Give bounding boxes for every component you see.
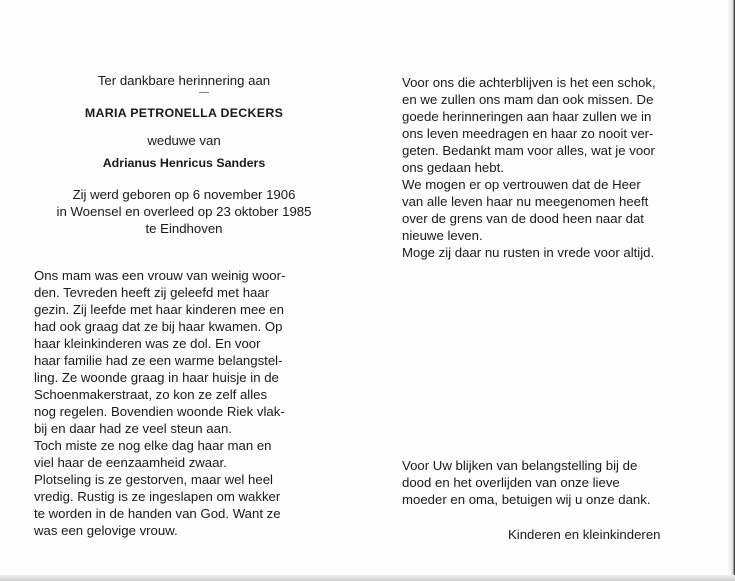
reflection-line: goede herinneringen aan haar zullen we in	[402, 109, 652, 124]
card-right-edge-shadow	[727, 0, 735, 581]
biography-line: Plotseling is ze gestorven, maar wel heel	[34, 472, 273, 487]
biography-line: bij en daar had ze veel steun aan.	[34, 421, 232, 436]
biography-line: nog regelen. Bovendien woonde Riek vlak-	[34, 404, 285, 419]
reflection-line: van alle leven haar nu meegenomen heeft	[402, 194, 649, 209]
thanks-line: moeder en oma, betuigen wij u onze dank.	[402, 492, 651, 507]
biography-line: viel haar de eenzaamheid zwaar.	[34, 455, 227, 470]
birth-death-line: Zij werd geboren op 6 november 1906	[72, 187, 296, 202]
reflection-line: geten. Bedankt mam voor alles, wat je voor	[402, 143, 655, 158]
biography-line: haar kleinkinderen was ze dol. En voor	[34, 336, 261, 351]
signature: Kinderen en kleinkinderen	[508, 527, 661, 542]
biography-line: Ons mam was een vrouw van weinig woor-	[34, 268, 286, 283]
left-column	[34, 68, 334, 539]
birth-death-block	[34, 186, 334, 237]
birth-death-line: te Eindhoven	[145, 221, 223, 236]
thanks-line: Voor Uw blijken van belangstelling bij de	[402, 458, 638, 473]
biography-line: was een gelovige vrouw.	[34, 523, 178, 538]
reflection-line: Voor ons die achterblijven is het een schok,	[402, 75, 656, 90]
widow-of-line: weduwe van	[147, 133, 221, 148]
biography-line: vredig. Rustig is ze ingeslapen om wakker	[34, 489, 281, 504]
reflection-line: nieuwe leven.	[402, 228, 483, 243]
intro-line: Ter dankbare herinnering aan	[97, 73, 271, 88]
husband-name: Adrianus Henricus Sanders	[102, 156, 266, 170]
right-column	[402, 74, 702, 261]
ink-mark-icon: ―	[199, 87, 209, 98]
reflection-line: en we zullen ons mam dan ook missen. De	[402, 92, 654, 107]
deceased-name: MARIA PETRONELLA DECKERS	[84, 106, 284, 120]
biography-line: ling. Ze woonde graag in haar huisje in de	[34, 370, 279, 385]
biography-line: Toch miste ze nog elke dag haar man en	[34, 438, 272, 453]
biography-line: Schoenmakerstraat, zo kon ze zelf alles	[34, 387, 268, 402]
biography-line: had ook graag dat ze bij haar kwamen. Op	[34, 319, 283, 334]
reflection-line: ons leven meedragen en haar zo nooit ver-	[402, 126, 654, 141]
biography-text	[34, 267, 334, 539]
reflection-line: Moge zij daar nu rusten in vrede voor altijd.	[402, 245, 655, 260]
thanks-line: dood en het overlijden van onze lieve	[402, 475, 620, 490]
reflection-line: over de grens van de dood heen naar dat	[402, 211, 644, 226]
biography-line: haar familie had ze een warme belangstel-	[34, 353, 283, 368]
reflection-line: ons gedaan hebt.	[402, 160, 504, 175]
biography-line: den. Tevreden heeft zij geleefd met haar	[34, 285, 270, 300]
biography-line: te worden in de handen van God. Want ze	[34, 506, 281, 521]
birth-death-line: in Woensel en overleed op 23 oktober 1985	[56, 204, 312, 219]
biography-line: gezin. Zij leefde met haar kinderen mee en	[34, 302, 284, 317]
reflection-line: We mogen er op vertrouwen dat de Heer	[402, 177, 641, 192]
card-bottom-edge-shadow	[0, 575, 735, 581]
thanks-block	[402, 457, 702, 508]
